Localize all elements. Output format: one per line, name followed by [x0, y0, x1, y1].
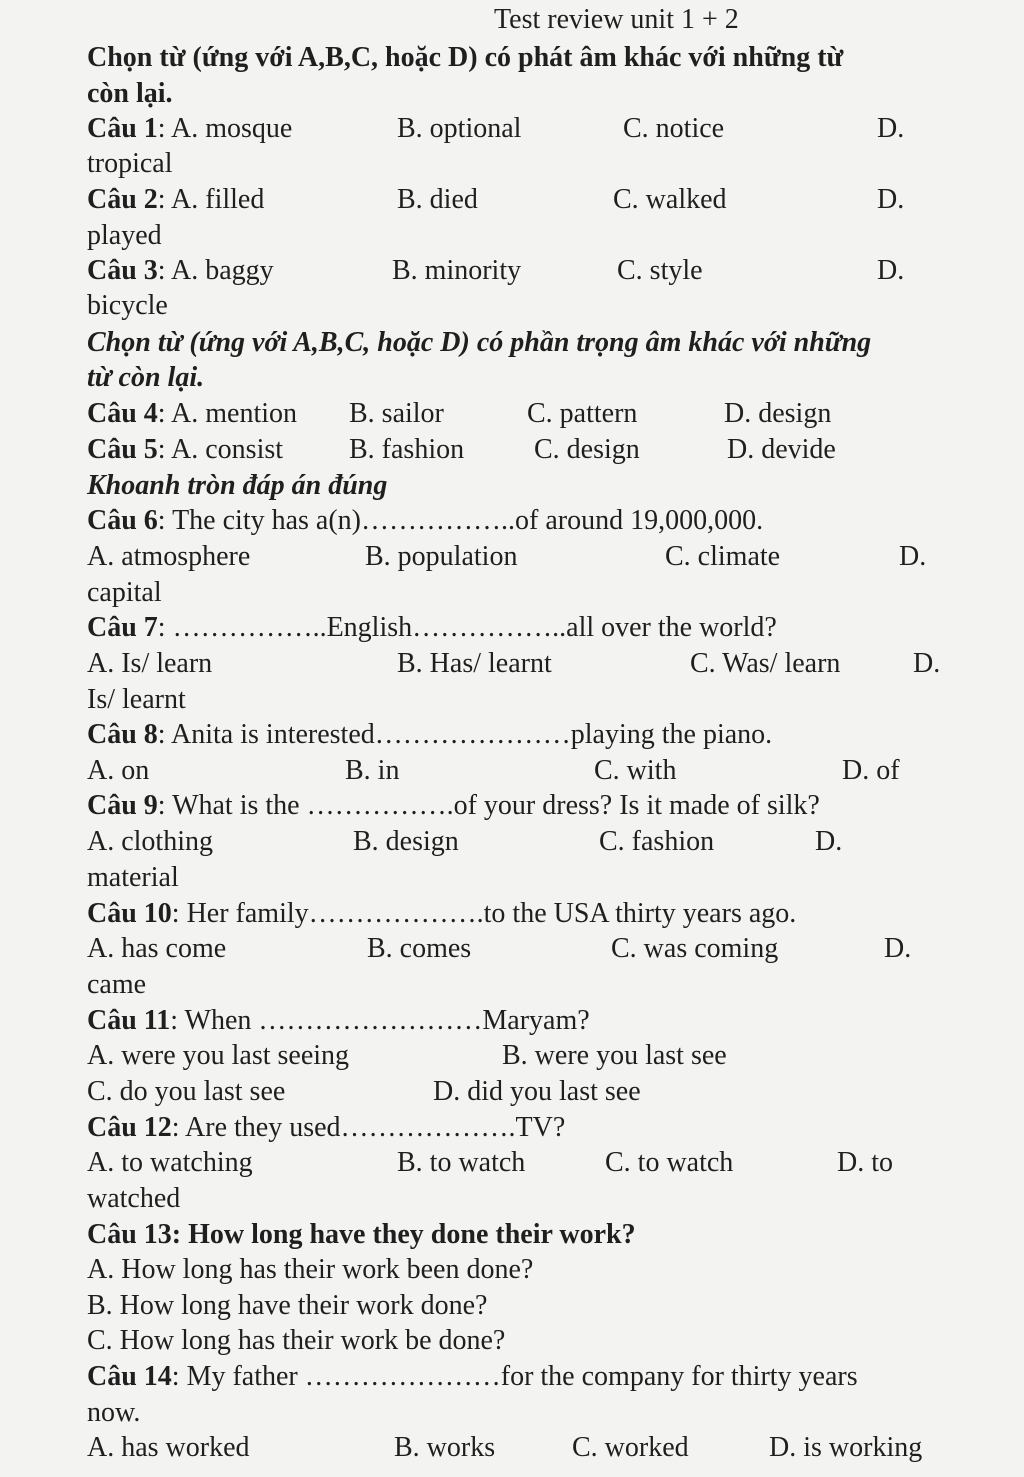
q5-option-c: C. design — [534, 434, 640, 465]
q7-option-d-text: Is/ learnt — [87, 684, 186, 715]
q11-label: Câu 11 — [87, 1005, 171, 1036]
q7-option-a: A. Is/ learn — [87, 648, 213, 679]
q11-option-c: C. do you last see — [87, 1076, 286, 1107]
section2-heading-line1: Chọn từ (ứng với A,B,C, hoặc D) có phần trọng âm khác với những — [87, 327, 872, 358]
q5-label: Câu 5 — [87, 434, 158, 465]
q7-label: Câu 7 — [87, 612, 158, 643]
q1-option-b: B. optional — [397, 113, 522, 144]
q9-option-d-text: material — [87, 862, 179, 893]
question-10: Câu 10: Her family……………….to the USA thirty years ago. — [87, 898, 797, 929]
q9-option-c: C. fashion — [599, 826, 715, 857]
q3-option-d-text: bicycle — [87, 290, 168, 321]
q8-label: Câu 8 — [87, 719, 158, 750]
q13-option-a: A. How long has their work been done? — [87, 1254, 534, 1285]
q10-label: Câu 10 — [87, 898, 172, 929]
q3-option-a: A. baggy — [171, 255, 274, 286]
q10-option-b: B. comes — [367, 933, 472, 964]
q8-option-a: A. on — [87, 755, 150, 786]
q14-stem: My father …………………for the company for thirty years — [186, 1361, 858, 1392]
question-7: Câu 7: ……………..English……………..all over the world? — [87, 612, 777, 643]
q12-option-d: D. to — [837, 1147, 893, 1178]
q5-option-b: B. fashion — [349, 434, 465, 465]
q4-option-d: D. design — [724, 398, 832, 429]
question-13: Câu 13: How long have they done their work? — [87, 1219, 636, 1250]
question-6: Câu 6: The city has a(n)……………..of around 19,000,000. — [87, 505, 764, 536]
q6-stem: The city has a(n)……………..of around 19,000,000. — [172, 505, 764, 536]
q14-option-b: B. works — [394, 1432, 496, 1463]
section1-heading-line1: Chọn từ (ứng với A,B,C, hoặc D) có phát âm khác với những từ — [87, 42, 844, 73]
q11-stem: When ……………………Maryam? — [184, 1005, 590, 1036]
q11-option-d: D. did you last see — [433, 1076, 641, 1107]
q14-option-a: A. has worked — [87, 1432, 250, 1463]
q9-option-d: D. — [815, 826, 843, 857]
q8-option-d: D. of — [842, 755, 900, 786]
q10-option-d-text: came — [87, 969, 147, 1000]
q10-option-c: C. was coming — [611, 933, 779, 964]
section3-heading: Khoanh tròn đáp án đúng — [87, 470, 388, 501]
q3-option-d: D. — [877, 255, 905, 286]
q5-option-a: A. consist — [171, 434, 284, 465]
q3-option-c: C. style — [617, 255, 703, 286]
q13-stem: How long have they done their work? — [188, 1219, 636, 1250]
section2-heading-line2: từ còn lại. — [87, 362, 205, 393]
q1-option-d: D. — [877, 113, 905, 144]
q6-option-b: B. population — [365, 541, 518, 572]
q8-stem: Anita is interested…………………playing the piano. — [171, 719, 773, 750]
q3-option-b: B. minority — [392, 255, 522, 286]
q1-option-a: A. mosque — [171, 113, 293, 144]
q12-option-b: B. to watch — [397, 1147, 526, 1178]
q6-option-a: A. atmosphere — [87, 541, 251, 572]
q7-option-c: C. Was/ learn — [690, 648, 841, 679]
q10-stem: Her family……………….to the USA thirty years ago. — [186, 898, 797, 929]
q14-option-c: C. worked — [572, 1432, 689, 1463]
q11-option-a: A. were you last seeing — [87, 1040, 350, 1071]
q8-option-b: B. in — [345, 755, 400, 786]
q9-label: Câu 9 — [87, 790, 158, 821]
q12-option-d-text: watched — [87, 1183, 181, 1214]
q4-option-b: B. sailor — [349, 398, 444, 429]
q10-option-d: D. — [884, 933, 912, 964]
q2-label: Câu 2 — [87, 184, 158, 215]
q12-option-c: C. to watch — [605, 1147, 734, 1178]
q2-option-d-text: played — [87, 220, 162, 251]
q12-label: Câu 12 — [87, 1112, 172, 1143]
q13-label: Câu 13 — [87, 1219, 172, 1250]
q9-option-b: B. design — [353, 826, 459, 857]
q2-option-c: C. walked — [613, 184, 727, 215]
question-14: Câu 14: My father …………………for the company for thirty years — [87, 1361, 858, 1392]
q7-stem: ……………..English……………..all over the world? — [172, 612, 777, 643]
q5-option-d: D. devide — [727, 434, 836, 465]
q4-option-c: C. pattern — [527, 398, 638, 429]
section1-heading-line2: còn lại. — [87, 78, 173, 109]
q14-stem-cont: now. — [87, 1397, 141, 1428]
q1-option-c: C. notice — [623, 113, 725, 144]
question-9: Câu 9: What is the …………….of your dress? Is it made of silk? — [87, 790, 820, 821]
question-8: Câu 8: Anita is interested…………………playing the piano. — [87, 719, 773, 750]
q4-label: Câu 4 — [87, 398, 158, 429]
q6-option-c: C. climate — [665, 541, 781, 572]
q3-label: Câu 3 — [87, 255, 158, 286]
q8-option-c: C. with — [594, 755, 677, 786]
q9-stem: What is the …………….of your dress? Is it made of silk? — [172, 790, 820, 821]
q6-option-d-text: capital — [87, 577, 162, 608]
q7-option-b: B. Has/ learnt — [397, 648, 552, 679]
q1-option-d-text: tropical — [87, 148, 173, 179]
q14-label: Câu 14 — [87, 1361, 172, 1392]
q11-option-b: B. were you last see — [502, 1040, 727, 1071]
page-title: Test review unit 1 + 2 — [494, 4, 739, 35]
q12-option-a: A. to watching — [87, 1147, 253, 1178]
question-11: Câu 11: When ……………………Maryam? — [87, 1005, 590, 1036]
q7-option-d: D. — [913, 648, 941, 679]
q13-option-b: B. How long have their work done? — [87, 1290, 488, 1321]
q14-option-d: D. is working — [769, 1432, 923, 1463]
q1-label: Câu 1 — [87, 113, 158, 144]
q6-label: Câu 6 — [87, 505, 158, 536]
q2-option-d: D. — [877, 184, 905, 215]
q2-option-b: B. died — [397, 184, 478, 215]
q10-option-a: A. has come — [87, 933, 227, 964]
question-12: Câu 12: Are they used……………….TV? — [87, 1112, 566, 1143]
worksheet-page: Test review unit 1 + 2 Chọn từ (ứng với A,B,C, hoặc D) có phát âm khác với những từ còn lại. Câu 1: A. mosque B. optional C. notice D. tropical Câu 2: A. filled B. died C. walked D. played Câu 3: A. baggy B. minority C. style D. bicycle Chọn từ (ứng với A,B,C, hoặc D) có phần trọng âm khác với những từ còn lại. Câu 4: A. mention B. sailor C. pattern D. design Câu 5: A. consist B. fashion C. design D. devide Khoanh tròn đáp án đúng Câu 6: The city has a(n)……………..of around 19,000,000. A. atmosphere B. population C. climate D. capital Câu 7: ……………..English……………..all over the world? A. Is/ learn B. Has/ learnt C. Was/ learn D. Is/ learnt Câu 8: Anita is interested…………………playing the piano. A. on B. in C. with D. of Câu 9: What is the …………….of your dress? Is it made of silk? A. clothing B. design C. fashion D. material Câu 10: Her family……………….to the USA thirty years ago. A. has come B. comes C. was coming D. came Câu 11: When ……………………Maryam? A. were you last seeing B. were you last see C. do you last see D. did you last see Câu 12: Are they used……………….TV? A. to watching B. to watch C. to watch D. to watched Câu 13: How long have they done their work? A. How long has their work been done? B. How long have their work done? C. How long has their work be done? Câu 14: My father …………………for the company for thirty years now. A. has worked B. works C. worked D. is working — [0, 0, 1024, 1477]
q4-option-a: A. mention — [171, 398, 298, 429]
q2-option-a: A. filled — [171, 184, 265, 215]
q6-option-d: D. — [899, 541, 927, 572]
q9-option-a: A. clothing — [87, 826, 213, 857]
q13-option-c: C. How long has their work be done? — [87, 1325, 506, 1356]
q12-stem: Are they used……………….TV? — [185, 1112, 566, 1143]
